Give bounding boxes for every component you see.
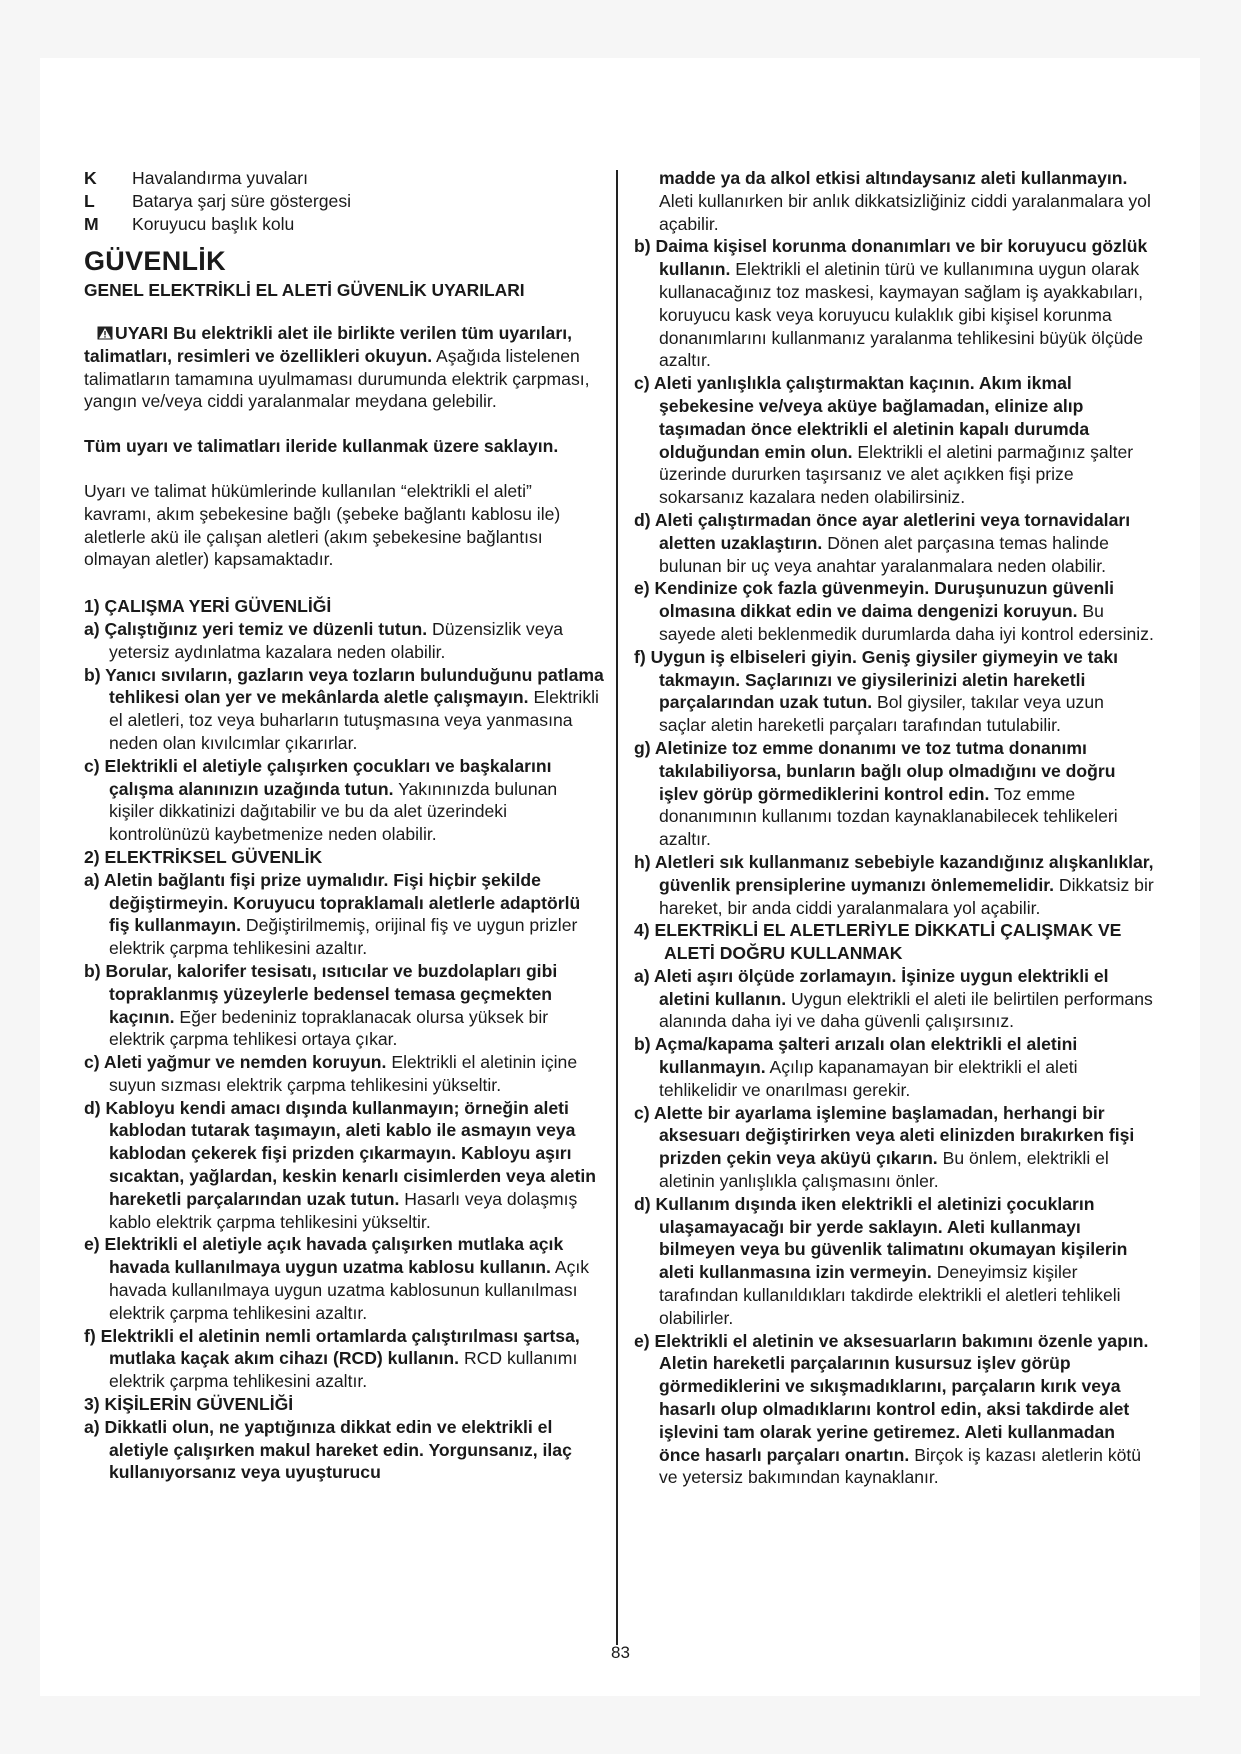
keep-note: Tüm uyarı ve talimatları ileride kullanmak üzere saklayın. — [84, 436, 559, 457]
list-item-continued: madde ya da alkol etkisi altındaysanız aleti kullanmayın. Aleti kullanırken bir anlık dikkatsizliğiniz ciddi yaralanmalara yol açabilir. — [659, 168, 1151, 234]
legend-item — [84, 190, 604, 213]
warning-triangle-icon — [97, 326, 113, 340]
warning-paragraph — [84, 322, 604, 413]
legend-text: Koruyucu başlık kolu — [132, 213, 295, 234]
list-item: c) Elektrikli el aletiyle çalışırken çocukları ve başkalarını çalışma alanınızın uzağında tutun. Yakınınızda bulunan kişiler dikkatinizi dağıtabilir ve bu da alet üzerindeki kontrolünüzü kaybetmenize neden olabilir. — [84, 755, 558, 845]
definition-text: Uyarı ve talimat hükümlerinde kullanılan “elektrikli el aleti” kavramı, akım şebekesine bağlı (şebeke bağlantı kablosu ile) aletlerle akü ile çalışan aletleri (akım şebekesine bağlantısı olmayan aletler) kapsamaktadır. — [84, 480, 561, 570]
list-item: h) Aletleri sık kullanmanız sebebiyle kazandığınız alışkanlıklar, güvenlik prensiplerine uymanızı önlememelidir. Dikkatsiz bir hareket, bir anda ciddi yaralanmalara yol açabilir. — [634, 851, 1154, 918]
section-heading-1: 1) ÇALIŞMA YERİ GÜVENLİĞİ — [84, 596, 332, 617]
legend-text: Havalandırma yuvaları — [132, 168, 309, 188]
page-number: 83 — [611, 1643, 630, 1662]
section-heading-4: 4) ELEKTRİKLİ EL ALETLERİYLE DİKKATLİ ÇALIŞMAK VE ALETİ DOĞRU KULLANMAK — [634, 920, 1122, 964]
legend-list — [84, 167, 604, 235]
list-item: g) Aletinize toz emme donanımı ve toz tutma donanımı takılabiliyorsa, bunların bağlı olup olmadığını ve doğru işlev görüp görmediklerini kontrol edin. Toz emme donanımının kullanımı tozdan kaynaklanabilecek tehlikeleri azaltır. — [634, 737, 1118, 850]
legend-item — [84, 167, 604, 190]
legend-item — [84, 213, 604, 236]
legend-key: M — [84, 213, 99, 234]
column-divider — [616, 170, 618, 1645]
list-item: f) Elektrikli el aletinin nemli ortamlarda çalıştırılması şartsa, mutlaka kaçak akım cihazı (RCD) kullanın. RCD kullanımı elektrik çarpma tehlikesini azaltır. — [84, 1325, 580, 1392]
list-item: d) Kabloyu kendi amacı dışında kullanmayın; örneğin aleti kablodan tutarak taşımayın, aleti kablo ile asmayın veya kablodan çekerek fişi prizden çıkarmayın. Kabloyu aşırı sıcaktan, yağlardan, keskin kenarlı cisimlerden veya aletin hareketli parçalarından uzak tutun. Hasarlı veya dolaşmış kablo elektrik çarpma tehlikesini yükseltir. — [84, 1097, 597, 1232]
page-title: GÜVENLİK — [84, 246, 226, 277]
list-item: a) Çalıştığınız yeri temiz ve düzenli tutun. Düzensizlik veya yetersiz aydınlatma kazalara neden olabilir. — [84, 618, 564, 662]
list-item: c) Aleti yanlışlıkla çalıştırmaktan kaçının. Akım ikmal şebekesine ve/veya aküye bağlamadan, elinize alıp taşımadan önce elektrikli el aletinin kapalı durumda olduğundan emin olun. Elektrikli el aletini parmağınız şalter üzerinde dururken taşırsanız ve alet açıkken fişi prize sokarsanız kazalara neden olabilirsiniz. — [634, 373, 1134, 508]
right-column — [634, 167, 1154, 1489]
list-item: a) Aleti aşırı ölçüde zorlamayın. İşinize uygun elektrikli el aletini kullanın. Uygun elektrikli el aleti ile belirtilen performans alanında daha iyi ve daha güvenli çalışırsınız. — [634, 965, 1153, 1032]
list-item: f) Uygun iş elbiseleri giyin. Geniş giysiler giymeyin ve takı takmayın. Saçlarınızı ve giysilerinizi aletin hareketli parçalarından uzak tutun. Bol giysiler, takılar veya uzun saçlar aletin hareketli parçaları tarafından tutulabilir. — [634, 646, 1118, 736]
section-heading-2: 2) ELEKTRİKSEL GÜVENLİK — [84, 846, 323, 867]
list-item: b) Açma/kapama şalteri arızalı olan elektrikli el aletini kullanmayın. Açılıp kapanamayan bir elektrikli el aleti tehlikelidir ve onarılması gerekir. — [634, 1034, 1078, 1100]
legend-text: Batarya şarj süre göstergesi — [132, 190, 352, 211]
list-item: b) Borular, kalorifer tesisatı, ısıtıcılar ve buzdolapları gibi topraklanmış yüzeylerle bedensel temasa geçmekten kaçının. Eğer bedeniniz topraklanacak olursa yüksek bir elektrik çarpma tehlikesi ortaya çıkar. — [84, 960, 558, 1050]
warning-bold: UYARI Bu elektrikli alet ile birlikte verilen tüm uyarıları, talimatları, resimleri ve özellikleri okuyun. — [84, 322, 572, 366]
section-heading-3: 3) KİŞİLERİN GÜVENLİĞİ — [84, 1394, 294, 1415]
list-item: e) Elektrikli el aletinin ve aksesuarların bakımını özenle yapın. Aletin hareketli parçalarının kusursuz işlev görüp görmediklerini ve sıkışmadıklarını, parçaların kırık veya hasarlı olup olmadıklarını kontrol edin, aksi takdirde alet işlevini tam olarak yerine getiremez. Aleti kullanmadan önce hasarlı parçaları onartın. Birçok iş kazası aletlerin kötü ve yetersiz bakımından kaynaklanır. — [634, 1330, 1149, 1488]
legend-key: L — [84, 190, 95, 211]
list-item: b) Daima kişisel korunma donanımları ve bir koruyucu gözlük kullanın. Elektrikli el aletinin türü ve kullanımına uygun olarak kullanacağınız toz maskesi, kaymayan sağlam iş ayakkabıları, koruyucu kask veya koruyucu kulaklık gibi kişisel korunma donanımlarını kullanmanız yaralanma tehlikesini büyük ölçüde azaltır. — [634, 236, 1148, 371]
warning-text: Aşağıda listelenen talimatların tamamına uyulmaması durumunda elektrik çarpması, yangın ve/veya ciddi yaralanmalar meydana gelebilir. — [84, 345, 590, 412]
list-item: a) Dikkatli olun, ne yaptığınıza dikkat edin ve elektrikli el aletiyle çalışırken makul hareket edin. Yorgunsanız, ilaç kullanıyorsanız veya uyuşturucu — [84, 1416, 572, 1483]
list-item: e) Elektrikli el aletiyle açık havada çalışırken mutlaka açık havada kullanılmaya uygun uzatma kablosu kullanın. Açık havada kullanılmaya uygun uzatma kablosunun kullanılması elektrik çarpma tehlikesini azaltır. — [84, 1234, 590, 1323]
list-item: c) Alette bir ayarlama işlemine başlamadan, herhangi bir aksesuarı değiştirirken veya aleti elinizden bırakırken fişi prizden çekin veya aküyü çıkarın. Bu önlem, elektrikli el aletinin yanlışlıkla çalışmasını önler. — [634, 1102, 1135, 1192]
legend-key: K — [84, 168, 97, 188]
list-item: d) Aleti çalıştırmadan önce ayar aletlerini veya tornavidaları aletten uzaklaştırın. Dönen alet parçasına temas halinde bulunan bir uç veya anahtar yaralanmalara neden olabilir. — [634, 509, 1131, 576]
list-item: a) Aletin bağlantı fişi prize uymalıdır. Fişi hiçbir şekilde değiştirmeyin. Koruyucu topraklamalı aletlerle adaptörlü fiş kullanmayın. Değiştirilmemiş, orijinal fiş ve uygun prizler elektrik çarpma tehlikesini azaltır. — [84, 869, 581, 959]
list-item: e) Kendinize çok fazla güvenmeyin. Duruşunuzun güvenli olmasına dikkat edin ve daima dengenizi koruyun. Bu sayede aleti beklenmedik durumlarda daha iyi kontrol edersiniz. — [634, 578, 1154, 644]
list-item: d) Kullanım dışında iken elektrikli el aletinizi çocukların ulaşamayacağı bir yerde saklayın. Aleti kullanmayı bilmeyen veya bu güvenlik talimatını okumayan kişilerin aleti kullanmasına izin vermeyin. Deneyimsiz kişiler tarafından kullanıldıkları takdirde elektrikli el aletleri tehlikeli olabilirler. — [634, 1193, 1128, 1328]
left-column — [84, 167, 604, 1484]
list-item: b) Yanıcı sıvıların, gazların veya tozların bulunduğunu patlama tehlikesi olan yer ve mekânlarda aletle çalışmayın. Elektrikli el aletleri, toz veya buharların tutuşmasına veya yanmasına neden olan kıvılcımlar çıkarırlar. — [84, 664, 604, 753]
list-item: c) Aleti yağmur ve nemden koruyun. Elektrikli el aletinin içine suyun sızması elektrik çarpma tehlikesini yükseltir. — [84, 1052, 578, 1095]
section-subtitle: GENEL ELEKTRİKLİ EL ALETİ GÜVENLİK UYARILARI — [84, 280, 525, 301]
